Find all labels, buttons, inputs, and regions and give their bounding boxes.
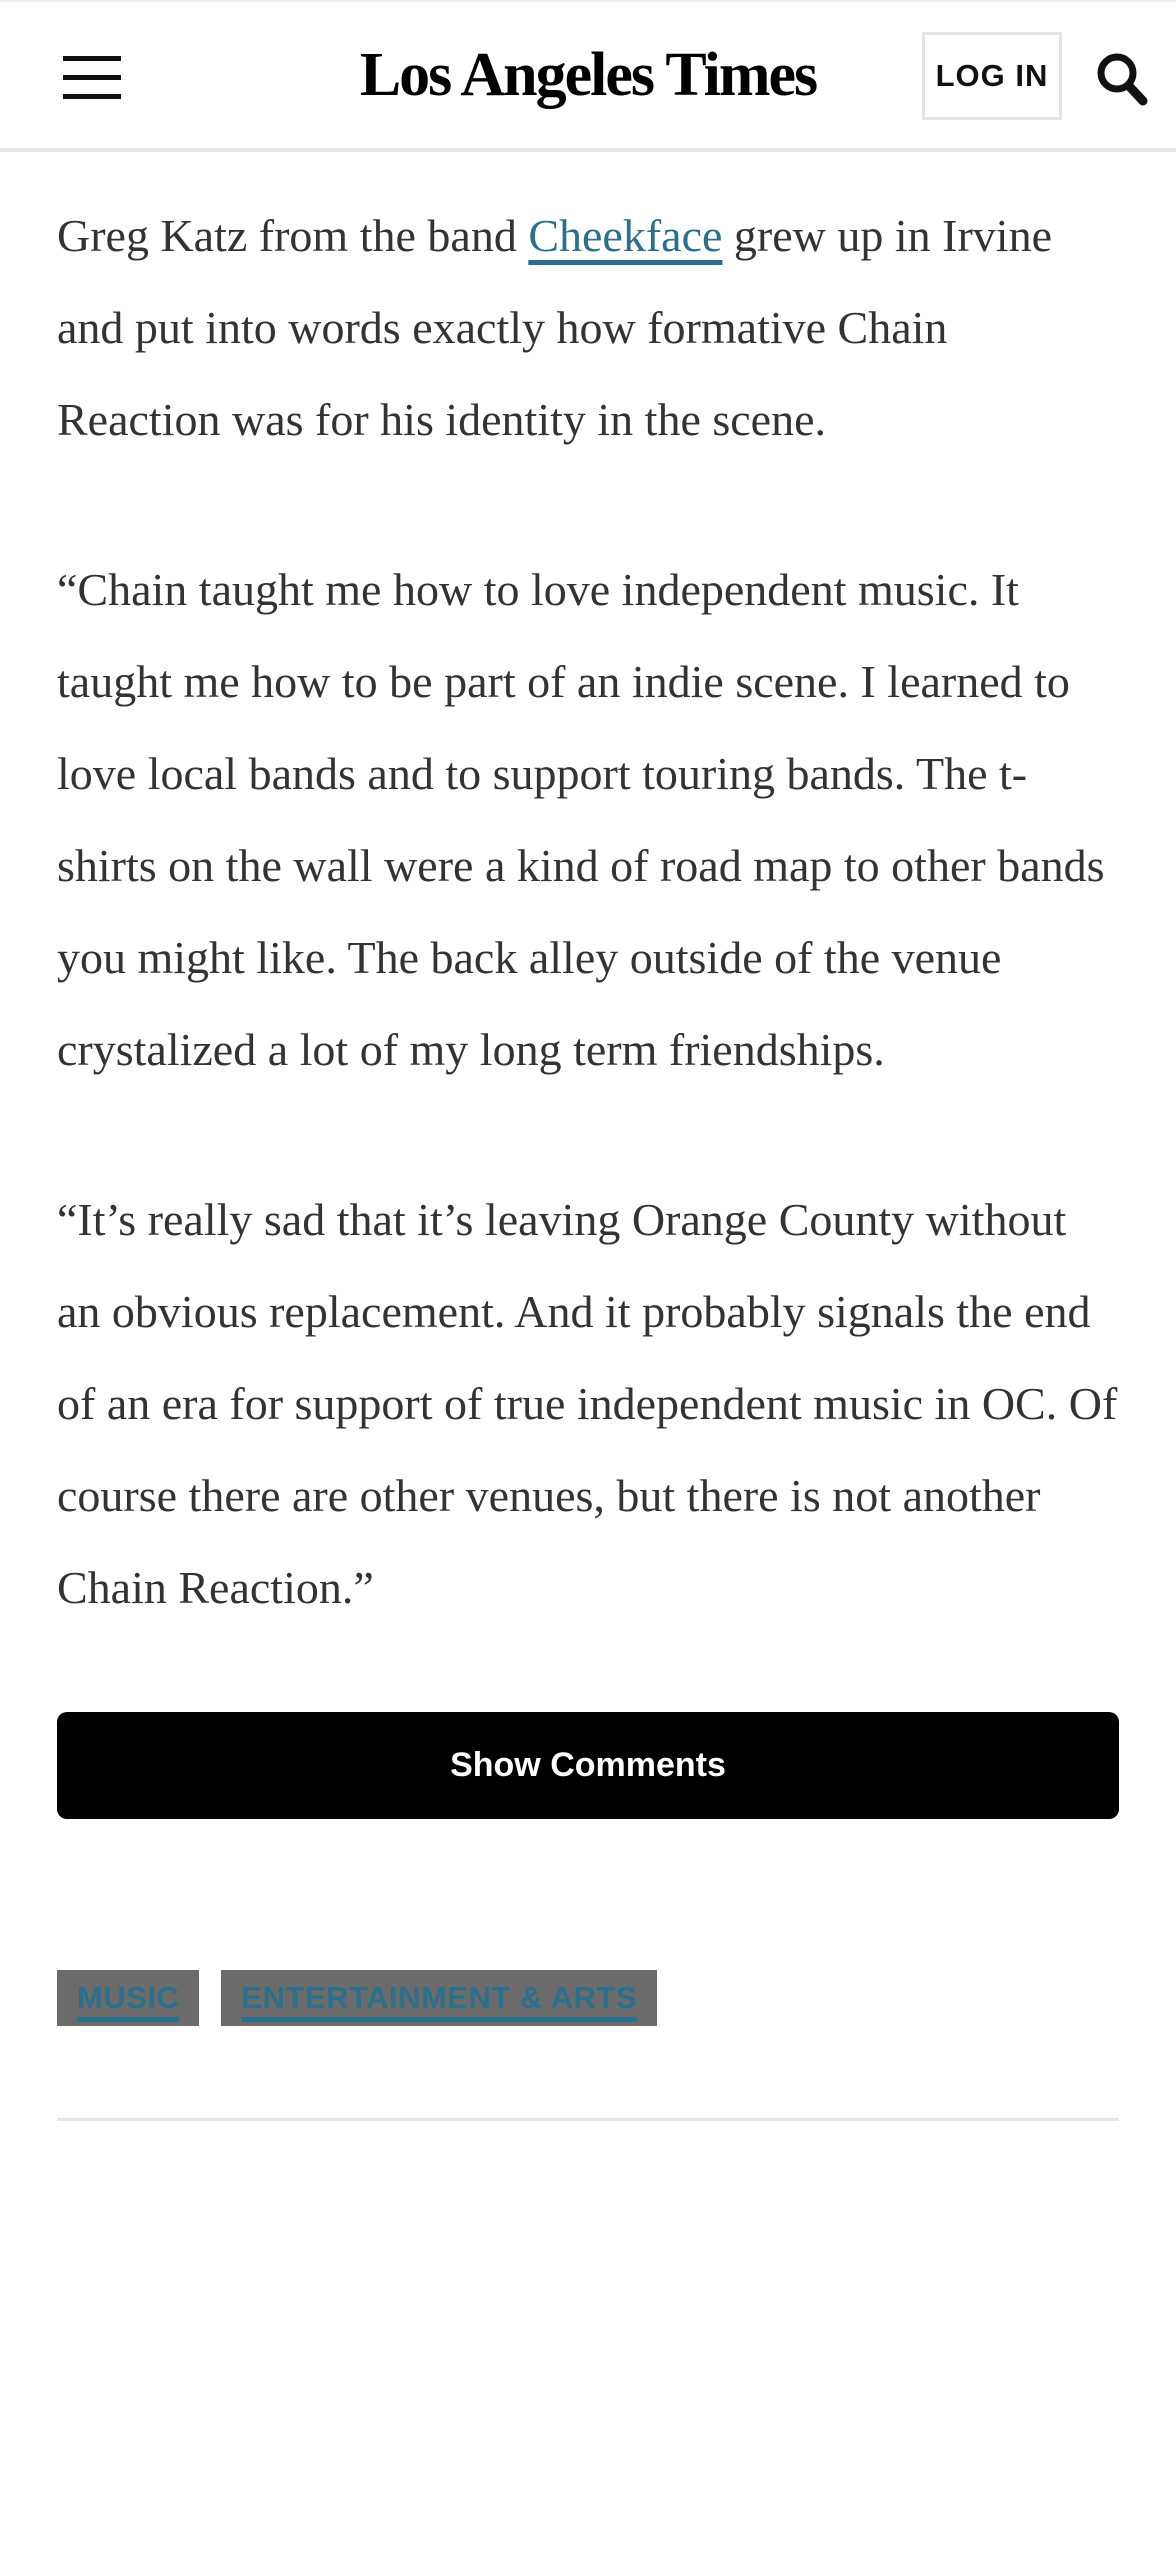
site-header [0, 0, 1176, 152]
tag-entertainment-arts[interactable]: ENTERTAINMENT & ARTS [221, 1970, 657, 2026]
login-button[interactable]: LOG IN [922, 32, 1062, 120]
article-paragraph: “It’s really sad that it’s leaving Orange County without an obvious replacement. And it probably signals the end of an era for support of true independent music in OC. Of course there are other venues, but there is not another Chain Reaction.” [57, 1194, 1118, 1613]
paragraph-text: Greg Katz from the band [57, 210, 529, 261]
hamburger-icon [63, 94, 121, 99]
show-comments-button[interactable]: Show Comments [57, 1712, 1119, 1819]
article-body [0, 152, 1176, 2121]
article-tags [57, 1970, 1119, 2026]
paragraph-text: grew up in Irvine and put into words exactly how formative Chain Reaction was for his identity in the scene. [57, 210, 1052, 445]
hamburger-icon [63, 56, 121, 61]
site-logo: Los Angeles Times [359, 40, 817, 109]
cheekface-link[interactable]: Cheekface [528, 210, 723, 261]
search-icon [1096, 52, 1150, 106]
hamburger-icon [63, 75, 121, 80]
search-button[interactable] [1096, 52, 1150, 106]
article-paragraph [57, 190, 1119, 466]
tag-music[interactable]: MUSIC [57, 1970, 199, 2026]
section-divider [57, 2118, 1119, 2121]
article-paragraph: “Chain taught me how to love independent music. It taught me how to be part of an indie scene. I learned to love local bands and to support touring bands. The t-shirts on the wall were a kind of road map to other bands you might like. The back alley outside of the venue crystalized a lot of my long term friendships. [57, 564, 1105, 1075]
menu-button[interactable] [63, 56, 121, 99]
